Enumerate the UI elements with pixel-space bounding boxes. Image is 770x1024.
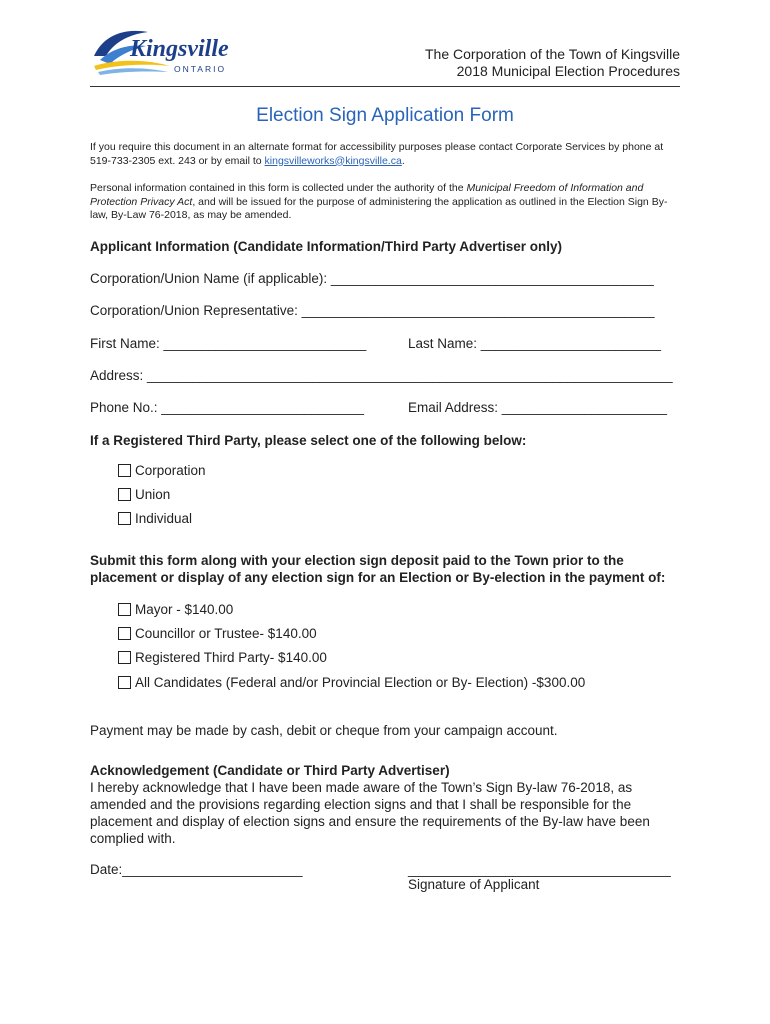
checkbox-individual[interactable]: Individual: [118, 511, 192, 526]
checkbox-corporation[interactable]: Corporation: [118, 463, 206, 478]
page-title: Election Sign Application Form: [256, 105, 514, 126]
header-line-2: 2018 Municipal Election Procedures: [456, 63, 680, 79]
checkbox-icon[interactable]: [118, 627, 131, 640]
checkbox-icon[interactable]: [118, 676, 131, 689]
svg-text:Kingsville: Kingsville: [130, 36, 229, 62]
kingsville-wave-icon: [90, 26, 250, 78]
kingsville-logo: [90, 26, 250, 78]
document-header: [425, 46, 680, 80]
checkbox-mayor[interactable]: Mayor - $140.00: [118, 602, 233, 617]
phone-field[interactable]: Phone No.: ___________________________: [90, 400, 365, 415]
third-party-heading: If a Registered Third Party, please select one of the following below:: [90, 433, 527, 448]
corp-name-field[interactable]: Corporation/Union Name (if applicable): ___________________________________________: [90, 271, 654, 286]
privacy-notice: Personal information contained in this form is collected under the authority of the Municipal Freedom of Information and Protection Privacy Act, and will be issued for the purpose of administering the application as outlined in the Election Sign By-law, By-Law 76-2018, as may be amended.: [90, 182, 668, 221]
corp-rep-field[interactable]: Corporation/Union Representative: _______________________________________________: [90, 303, 655, 318]
checkbox-icon[interactable]: [118, 603, 131, 616]
last-name-field[interactable]: Last Name: ________________________: [408, 336, 661, 351]
checkbox-councillor[interactable]: Councillor or Trustee- $140.00: [118, 626, 317, 641]
checkbox-all-candidates[interactable]: All Candidates (Federal and/or Provincial Election or By- Election) -$300.00: [118, 675, 585, 690]
checkbox-icon[interactable]: [118, 464, 131, 477]
checkbox-union[interactable]: Union: [118, 487, 170, 502]
applicant-heading: Applicant Information (Candidate Information/Third Party Advertiser only): [90, 239, 563, 254]
checkbox-icon[interactable]: [118, 651, 131, 664]
svg-text:ONTARIO: ONTARIO: [174, 64, 227, 74]
acknowledgement-text: I hereby acknowledge that I have been made aware of the Town’s Sign By-law 76-2018, as amended and the provisions regarding election signs and that I shall be responsible for the placement and display of election signs and ensure the requirements of the By-law have been complied with.: [90, 780, 650, 846]
date-field[interactable]: Date:________________________: [90, 862, 303, 877]
signature-label: Signature of Applicant: [408, 877, 540, 892]
accessibility-notice: If you require this document in an alternate format for accessibility purposes please contact Corporate Services by phone at 519-733-2305 ext. 243 or by email to kingsvilleworks@kingsville.ca.: [90, 141, 664, 167]
checkbox-icon[interactable]: [118, 512, 131, 525]
email-field[interactable]: Email Address: ______________________: [408, 400, 667, 415]
email-link[interactable]: kingsvilleworks@kingsville.ca: [264, 154, 402, 167]
checkbox-third-party[interactable]: Registered Third Party- $140.00: [118, 650, 327, 665]
header-line-1: The Corporation of the Town of Kingsville: [425, 46, 680, 62]
first-name-field[interactable]: First Name: ___________________________: [90, 336, 367, 351]
payment-note: Payment may be made by cash, debit or cheque from your campaign account.: [90, 723, 558, 738]
acknowledgement-heading: Acknowledgement (Candidate or Third Party Advertiser): [90, 763, 450, 778]
checkbox-icon[interactable]: [118, 488, 131, 501]
deposit-heading: Submit this form along with your election sign deposit paid to the Town prior to the placement or display of any election sign for an Election or By-election in the payment of:: [90, 553, 666, 585]
address-field[interactable]: Address: ______________________________________________________________________: [90, 368, 673, 383]
header-divider: [90, 86, 680, 87]
signature-line[interactable]: ___________________________________: [408, 862, 671, 877]
